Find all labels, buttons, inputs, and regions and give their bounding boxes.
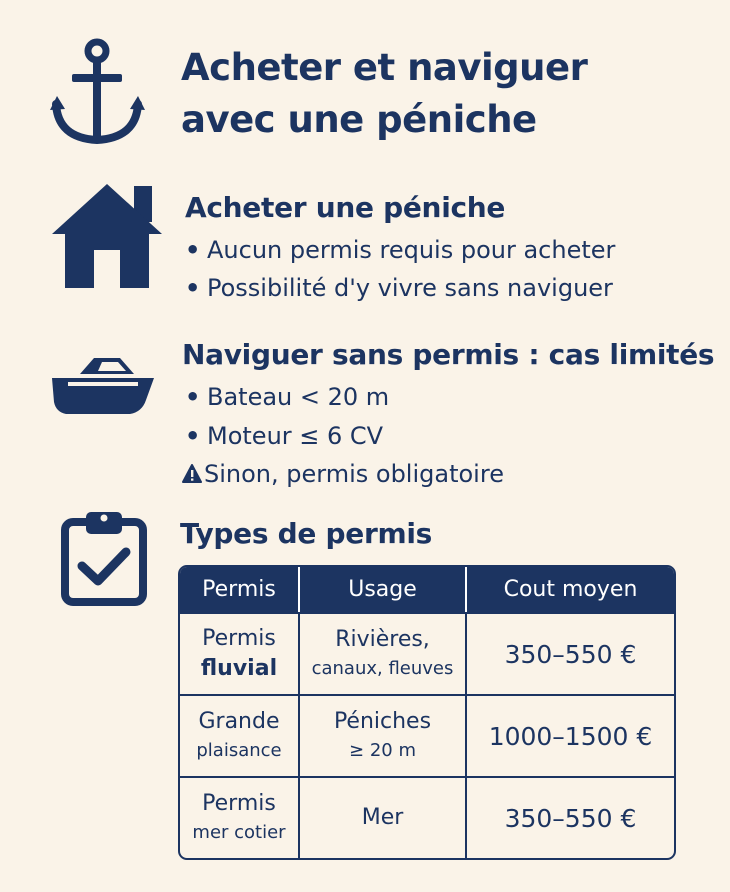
navigate-section-title: Naviguer sans permis : cas limités	[182, 338, 715, 371]
navigate-bullet-text: Bateau < 20 m	[207, 383, 390, 411]
page-title	[181, 42, 701, 146]
buy-bullet-text: Possibilité d'y vivre sans naviguer	[207, 274, 613, 302]
table-row	[180, 694, 674, 776]
clipboard-check-icon	[60, 508, 148, 606]
permit-cost: 350–550 €	[504, 803, 637, 833]
permit-name-line1: Permis	[202, 791, 276, 816]
table-row	[180, 612, 674, 694]
permit-usage-line2: canaux, fleuves	[311, 658, 454, 679]
bullet-dot: •	[185, 422, 201, 450]
permit-name-line2: mer cotier	[192, 822, 286, 843]
permit-usage-cell	[300, 694, 467, 776]
permit-usage-line1: Rivières,	[335, 627, 430, 652]
permit-name-line2: fluvial	[200, 656, 278, 681]
buy-bullet-text: Aucun permis requis pour acheter	[207, 236, 616, 264]
permit-name-line1: Permis	[202, 626, 276, 651]
navigate-bullet	[185, 383, 389, 411]
permits-table	[178, 565, 676, 860]
warning-icon	[182, 462, 204, 490]
permit-usage-cell	[300, 776, 467, 858]
bullet-dot: •	[185, 274, 201, 302]
bullet-dot: •	[185, 383, 201, 411]
navigate-bullet	[185, 422, 383, 450]
buy-section-title: Acheter une péniche	[185, 191, 506, 224]
warning-text: Sinon, permis obligatoire	[204, 460, 504, 488]
permit-cost-cell	[467, 776, 674, 858]
permit-usage-line1: Mer	[361, 805, 404, 830]
permit-name-line2: plaisance	[196, 740, 282, 761]
permit-name-cell	[180, 612, 300, 694]
anchor-icon	[48, 38, 148, 146]
column-header-cost: Cout moyen	[467, 567, 674, 612]
table-row	[180, 776, 674, 858]
permit-name-cell	[180, 776, 300, 858]
permit-cost: 350–550 €	[504, 639, 637, 669]
permit-cost-cell	[467, 612, 674, 694]
permits-section-title: Types de permis	[180, 517, 433, 550]
buy-bullet	[185, 274, 613, 302]
buy-bullet	[185, 236, 615, 264]
house-icon	[52, 182, 162, 290]
permit-cost: 1000–1500 €	[488, 721, 653, 751]
permit-name-line1: Grande	[198, 709, 280, 734]
page-title-line2: avec une péniche	[181, 98, 537, 141]
page-title-line1: Acheter et naviguer	[181, 46, 588, 89]
boat-icon	[50, 352, 158, 420]
permit-cost-cell	[467, 694, 674, 776]
navigate-bullet-text: Moteur ≤ 6 CV	[207, 422, 384, 450]
permit-usage-line1: Péniches	[333, 709, 432, 734]
table-header-row	[180, 567, 674, 612]
column-header-usage: Usage	[300, 567, 467, 612]
warning-line	[182, 460, 504, 490]
permit-usage-cell	[300, 612, 467, 694]
bullet-dot: •	[185, 236, 201, 264]
permit-usage-line2: ≥ 20 m	[349, 740, 416, 761]
permit-name-cell	[180, 694, 300, 776]
column-header-permis: Permis	[180, 567, 300, 612]
